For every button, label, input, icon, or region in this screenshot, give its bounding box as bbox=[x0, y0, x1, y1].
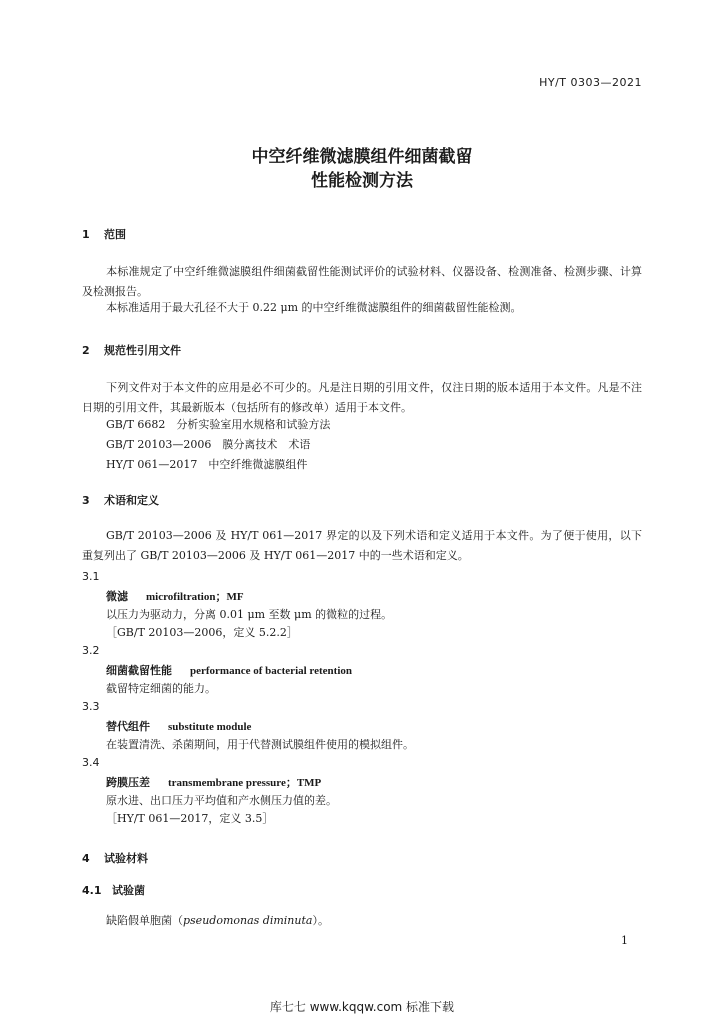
test-organism-text bbox=[106, 912, 329, 928]
title-line-1: 中空纤维微滤膜组件细菌截留 bbox=[251, 147, 473, 167]
paragraph-text: 下列文件对于本文件的应用是必不可少的。凡是注日期的引用文件，仅注日期的版本适用于本文件。凡是不注日期的引用文件，其最新版本（包括所有的修改单）适用于本文件。 bbox=[82, 381, 642, 414]
reference-item: GB/T 6682 分析实验室用水规格和试验方法 bbox=[106, 418, 331, 431]
standard-number: HY/T 0303—2021 bbox=[539, 76, 642, 89]
section-4-heading bbox=[82, 850, 148, 866]
term-chinese: 微滤 bbox=[106, 590, 128, 603]
section-1-paragraph-1 bbox=[82, 262, 642, 302]
reference-item: HY/T 061—2017 中空纤维微滤膜组件 bbox=[106, 458, 308, 471]
term-3-2 bbox=[106, 662, 352, 678]
reference-item: GB/T 20103—2006 膜分离技术 术语 bbox=[106, 438, 311, 451]
term-english: transmembrane pressure；TMP bbox=[168, 777, 322, 789]
footer-watermark: 库七七 www.kqqw.com 标准下载 bbox=[269, 1000, 455, 1014]
term-number: 3.2 bbox=[82, 644, 100, 657]
term-chinese: 跨膜压差 bbox=[106, 776, 150, 789]
term-definition: 以压力为驱动力，分离 0.01 μm 至数 μm 的微粒的过程。 bbox=[106, 608, 393, 621]
title-line-2: 性能检测方法 bbox=[311, 171, 413, 191]
term-number: 3.1 bbox=[82, 570, 100, 583]
term-english: performance of bacterial retention bbox=[190, 665, 352, 677]
term-number: 3.3 bbox=[82, 700, 100, 713]
term-definition: 原水进、出口压力平均值和产水侧压力值的差。 bbox=[106, 794, 337, 807]
section-1-paragraph-2 bbox=[82, 298, 642, 318]
section-title: 试验材料 bbox=[104, 852, 148, 865]
section-3-heading bbox=[82, 492, 159, 508]
section-2-paragraph bbox=[82, 378, 642, 418]
organism-name: pseudomonas diminuta bbox=[183, 914, 313, 927]
subsection-4-1-heading bbox=[82, 882, 145, 898]
section-number: 4 bbox=[82, 852, 90, 865]
subsection-number: 4.1 bbox=[82, 884, 102, 897]
section-title: 范围 bbox=[104, 228, 126, 241]
term-english: substitute module bbox=[168, 721, 252, 733]
text-prefix: 缺陷假单胞菌（ bbox=[106, 914, 183, 927]
term-definition: 在装置清洗、杀菌期间，用于代替测试膜组件使用的模拟组件。 bbox=[106, 738, 414, 751]
section-number: 3 bbox=[82, 494, 90, 507]
text-suffix: ）。 bbox=[312, 914, 329, 927]
term-source: ［GB/T 20103—2006，定义 5.2.2］ bbox=[106, 626, 298, 639]
section-1-heading bbox=[82, 226, 126, 242]
term-3-4 bbox=[106, 774, 321, 790]
paragraph-text: 本标准规定了中空纤维微滤膜组件细菌截留性能测试评价的试验材料、仪器设备、检测准备、检测步骤、计算及检测报告。 bbox=[82, 265, 642, 298]
section-number: 2 bbox=[82, 344, 90, 357]
subsection-title: 试验菌 bbox=[112, 884, 145, 897]
term-source: ［HY/T 061—2017，定义 3.5］ bbox=[106, 812, 274, 825]
section-title: 规范性引用文件 bbox=[104, 344, 181, 357]
paragraph-text: 本标准适用于最大孔径不大于 0.22 μm 的中空纤维微滤膜组件的细菌截留性能检测。 bbox=[106, 301, 522, 314]
section-number: 1 bbox=[82, 228, 90, 241]
term-chinese: 替代组件 bbox=[106, 720, 150, 733]
term-english: microfiltration；MF bbox=[146, 591, 244, 603]
term-chinese: 细菌截留性能 bbox=[106, 664, 172, 677]
page-number: 1 bbox=[621, 934, 628, 947]
term-3-1 bbox=[106, 588, 244, 604]
term-number: 3.4 bbox=[82, 756, 100, 769]
paragraph-text: GB/T 20103—2006 及 HY/T 061—2017 界定的以及下列术语和定义适用于本文件。为了便于使用，以下重复列出了 GB/T 20103—2006 及 HY/T 061—2017 中的一些术语和定义。 bbox=[82, 529, 642, 562]
section-3-paragraph bbox=[82, 526, 642, 566]
section-2-heading bbox=[82, 342, 181, 358]
term-3-3 bbox=[106, 718, 251, 734]
term-definition: 截留特定细菌的能力。 bbox=[106, 682, 216, 695]
section-title: 术语和定义 bbox=[104, 494, 159, 507]
